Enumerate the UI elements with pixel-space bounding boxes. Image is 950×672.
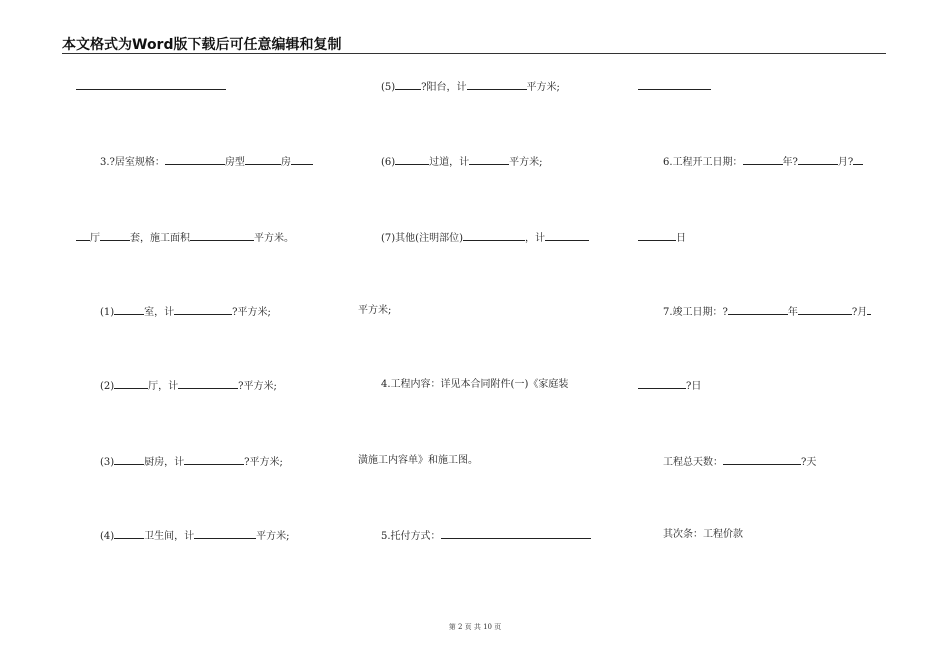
blank-line-top-left	[76, 80, 226, 94]
delegation-method-line	[381, 529, 591, 543]
item-label: 室，计	[144, 307, 175, 318]
room-spec-line	[100, 155, 313, 169]
blank-field	[798, 155, 838, 165]
blank-field	[76, 80, 226, 90]
construction-area-line	[76, 231, 294, 245]
item-label: ?阳台，计	[421, 82, 467, 93]
start-date-line	[663, 155, 863, 169]
item-unit: ?平方米;	[232, 307, 271, 318]
item-5-balcony	[381, 80, 560, 94]
item-number: (1)	[100, 307, 115, 318]
item-label: 厨房，计	[144, 457, 185, 468]
completion-date-line	[663, 305, 871, 319]
item-unit: 平方米;	[256, 531, 290, 542]
item-unit: 平方米;	[526, 82, 560, 93]
blank-field	[114, 455, 144, 465]
item-6-corridor	[381, 155, 543, 169]
month-label: ?月	[851, 307, 868, 318]
blank-field	[638, 379, 686, 389]
total-days-line	[663, 455, 816, 469]
delegation-method-label: 5.托付方式：	[381, 531, 441, 542]
item-number: (4)	[100, 531, 115, 542]
blank-field	[463, 231, 525, 241]
day-label: 日	[676, 233, 686, 244]
work-content-continuation: 潢施工内容单》和施工图。	[358, 455, 478, 466]
item-label: 厅，计	[148, 381, 179, 392]
page-number: 第 2 页 共 10 页	[448, 623, 502, 631]
blank-field	[114, 305, 144, 315]
item-7-unit: 平方米;	[358, 305, 392, 316]
blank-field	[100, 231, 130, 241]
blank-field	[798, 305, 852, 315]
item-unit: ?平方米;	[238, 381, 277, 392]
blank-field	[867, 305, 871, 315]
total-days-label: 工程总天数：	[663, 457, 723, 468]
blank-field	[76, 231, 90, 241]
blank-field	[638, 231, 676, 241]
item-unit: 平方米;	[509, 157, 543, 168]
item-unit: ?平方米;	[244, 457, 283, 468]
blank-field	[114, 379, 148, 389]
blank-field	[190, 231, 254, 241]
day-label: ?日	[686, 381, 702, 392]
item-label: ，计	[524, 233, 545, 244]
start-date-label: 6.工程开工日期：	[663, 157, 743, 168]
blank-field	[178, 379, 238, 389]
completion-date-day-line	[638, 379, 701, 393]
item-label: 过道，计	[429, 157, 470, 168]
month-label: 月?	[837, 157, 854, 168]
document-header-title: 本文格式为Word版下载后可任意编辑和复制	[62, 37, 342, 53]
item-number: (6)	[381, 157, 396, 168]
square-meter-label: 平方米。	[254, 233, 294, 244]
blank-field	[395, 80, 421, 90]
blank-field	[723, 455, 801, 465]
days-unit: ?天	[801, 457, 817, 468]
blank-field	[467, 80, 527, 90]
year-label: 年	[787, 307, 798, 318]
blank-field	[395, 155, 429, 165]
blank-field	[469, 155, 509, 165]
room-spec-label: 3.?居室规格：	[100, 157, 165, 168]
item-number: (2)	[100, 381, 115, 392]
blank-field	[441, 529, 591, 539]
header-divider	[62, 53, 886, 54]
blank-line-top-right	[638, 80, 711, 94]
item-number: (3)	[100, 457, 115, 468]
item-4-bathroom	[100, 529, 290, 543]
blank-field	[194, 529, 256, 539]
item-label: (7)其他(注明部位)	[381, 233, 463, 244]
blank-field	[291, 155, 313, 165]
blank-field	[245, 155, 281, 165]
item-1-bedroom	[100, 305, 271, 319]
year-label: 年?	[782, 157, 798, 168]
blank-field	[545, 231, 589, 241]
blank-field	[184, 455, 244, 465]
item-3-kitchen	[100, 455, 283, 469]
item-label: 卫生间，计	[144, 531, 195, 542]
blank-field	[174, 305, 232, 315]
blank-field	[638, 80, 711, 90]
blank-field	[165, 155, 225, 165]
blank-field	[114, 529, 144, 539]
item-2-hall	[100, 379, 277, 393]
item-7-other	[381, 231, 589, 245]
completion-date-label: 7.竣工日期：?	[663, 307, 728, 318]
work-content-line: 4.工程内容：详见本合同附件(一)《家庭装	[381, 379, 569, 390]
construction-area-label: 套，施工面积	[130, 233, 190, 244]
room-type-label: 房型	[224, 157, 245, 168]
blank-field	[728, 305, 788, 315]
hall-label: 厅	[90, 233, 100, 244]
blank-field	[853, 155, 863, 165]
room-label: 房	[280, 157, 291, 168]
item-number: (5)	[381, 82, 396, 93]
start-date-day-line	[638, 231, 686, 245]
article-two-heading: 其次条：工程价款	[663, 529, 743, 540]
blank-field	[743, 155, 783, 165]
